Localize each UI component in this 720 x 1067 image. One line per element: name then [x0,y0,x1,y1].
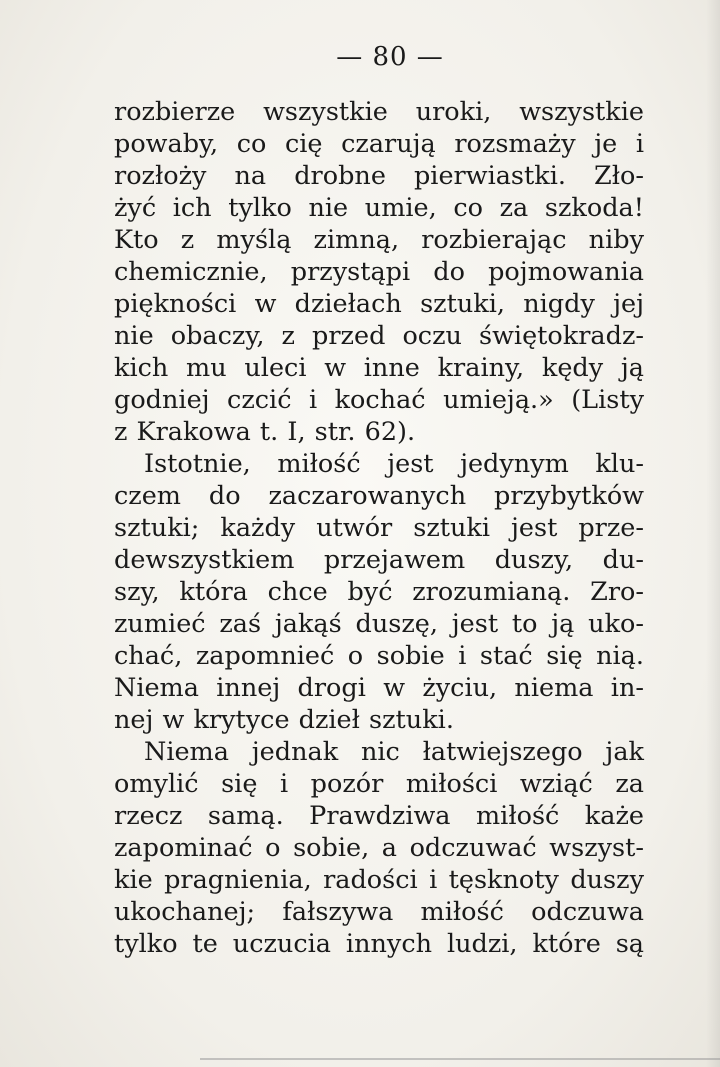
text-line: kich mu uleci w inne krainy, kędy ją [114,353,644,383]
text-line: rozłoży na drobne pierwiastki. Zło- [114,161,644,191]
page-number: — 80 — [336,42,444,72]
text-line: kie pragnienia, radości i tęsknoty duszy [114,865,644,895]
text-line: rozbierze wszystkie uroki, wszystkie [114,97,644,127]
text-line: Niema jednak nic łatwiejszego jak [144,737,644,767]
text-line: sztuki; każdy utwór sztuki jest prze- [114,513,644,543]
text-line: nie obaczy, z przed oczu świętokradz- [114,321,644,351]
page-bottom-rule [200,1058,720,1060]
text-line: Kto z myślą zimną, rozbierając niby [114,225,644,255]
text-line: z Krakowa t. I, str. 62). [114,417,416,447]
text-line: godniej czcić i kochać umieją.» (Listy [114,385,644,415]
text-line: tylko te uczucia innych ludzi, które są [114,929,644,959]
text-line: dewszystkiem przejawem duszy, du- [114,545,644,575]
text-line: rzecz samą. Prawdziwa miłość każe [114,801,644,831]
page-edge-shadow [706,0,720,1067]
text-line: ukochanej; fałszywa miłość odczuwa [114,897,644,927]
text-line: Niema innej drogi w życiu, niema in- [114,673,644,703]
text-line: szy, która chce być zrozumianą. Zro- [114,577,644,607]
text-line: zumieć zaś jakąś duszę, jest to ją uko- [114,609,644,639]
text-line: nej w krytyce dzieł sztuki. [114,705,454,735]
text-line: chać, zapomnieć o sobie i stać się nią. [114,641,644,671]
text-line: omylić się i pozór miłości wziąć za [114,769,644,799]
text-line: piękności w dziełach sztuki, nigdy jej [114,289,644,319]
text-line: zapominać o sobie, a odczuwać wszyst- [114,833,644,863]
paragraph [114,736,644,960]
text-line: czem do zaczarowanych przybytków [114,481,644,511]
paragraph [114,448,644,736]
text-line: powaby, co cię czarują rozsmaży je i [114,129,644,159]
text-line: żyć ich tylko nie umie, co za szkoda! [114,193,644,223]
text-line: chemicznie, przystąpi do pojmowania [114,257,644,287]
body-text [114,96,644,960]
paragraph [114,96,644,448]
text-line: Istotnie, miłość jest jedynym klu- [144,449,644,479]
